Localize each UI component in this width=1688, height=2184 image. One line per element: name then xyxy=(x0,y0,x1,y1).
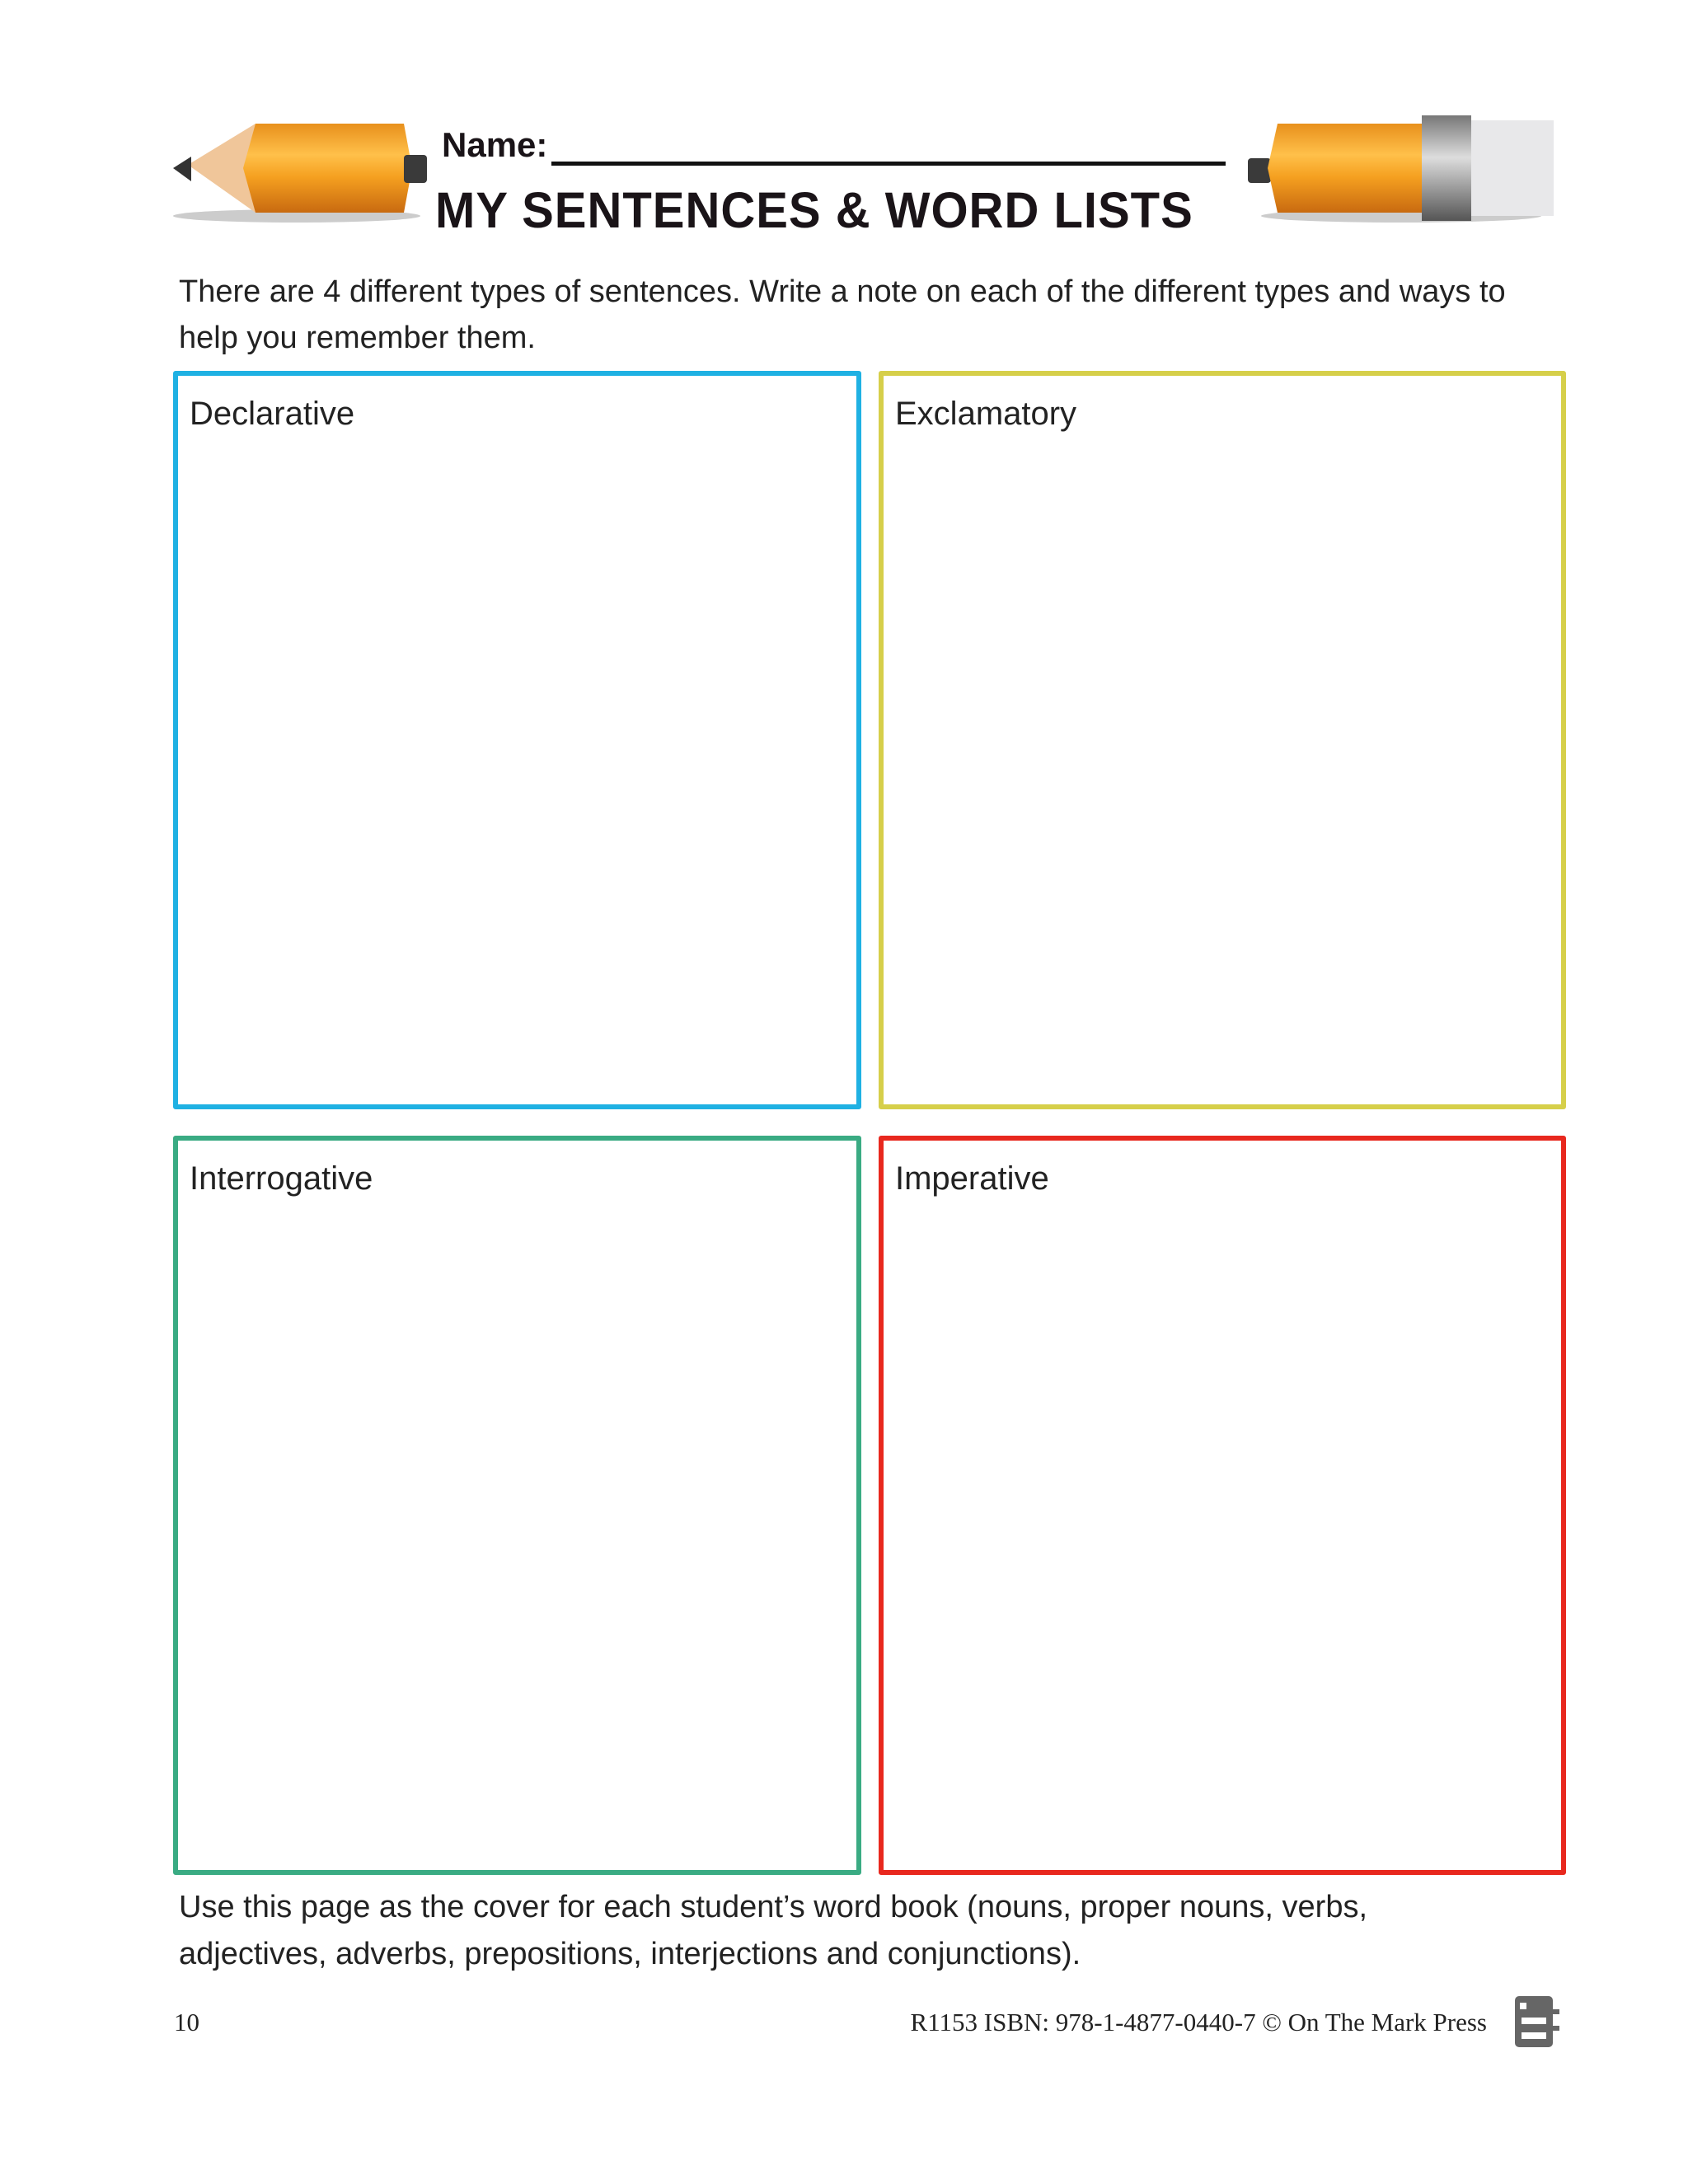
declarative-box[interactable] xyxy=(173,371,861,1109)
intro-line-2: help you remember them. xyxy=(179,321,536,355)
name-input-line[interactable] xyxy=(551,162,1226,166)
intro-line-1: There are 4 different types of sentences. Write a note on each of the different types and ways to xyxy=(179,274,1506,309)
page-number: 10 xyxy=(174,2008,199,2036)
interrogative-box[interactable] xyxy=(173,1136,861,1875)
exclamatory-label: Exclamatory xyxy=(895,396,1077,432)
name-label: Name: xyxy=(442,125,548,164)
page-title: MY SENTENCES & WORD LISTS xyxy=(435,182,1193,239)
interrogative-label: Interrogative xyxy=(190,1160,373,1197)
footer-isbn: R1153 ISBN: 978-1-4877-0440-7 © On The Mark Press xyxy=(910,2008,1487,2036)
outro-line-1: Use this page as the cover for each student’s word book (nouns, proper nouns, verbs, xyxy=(179,1890,1368,1924)
book-icon xyxy=(1513,1994,1561,2049)
exclamatory-box[interactable] xyxy=(879,371,1566,1109)
outro-line-2: adjectives, adverbs, prepositions, interjections and conjunctions). xyxy=(179,1937,1081,1971)
imperative-box[interactable] xyxy=(879,1136,1566,1875)
pencil-right-icon xyxy=(1245,115,1554,227)
pencil-left-icon xyxy=(165,115,437,227)
declarative-label: Declarative xyxy=(190,396,355,432)
imperative-label: Imperative xyxy=(895,1160,1049,1197)
